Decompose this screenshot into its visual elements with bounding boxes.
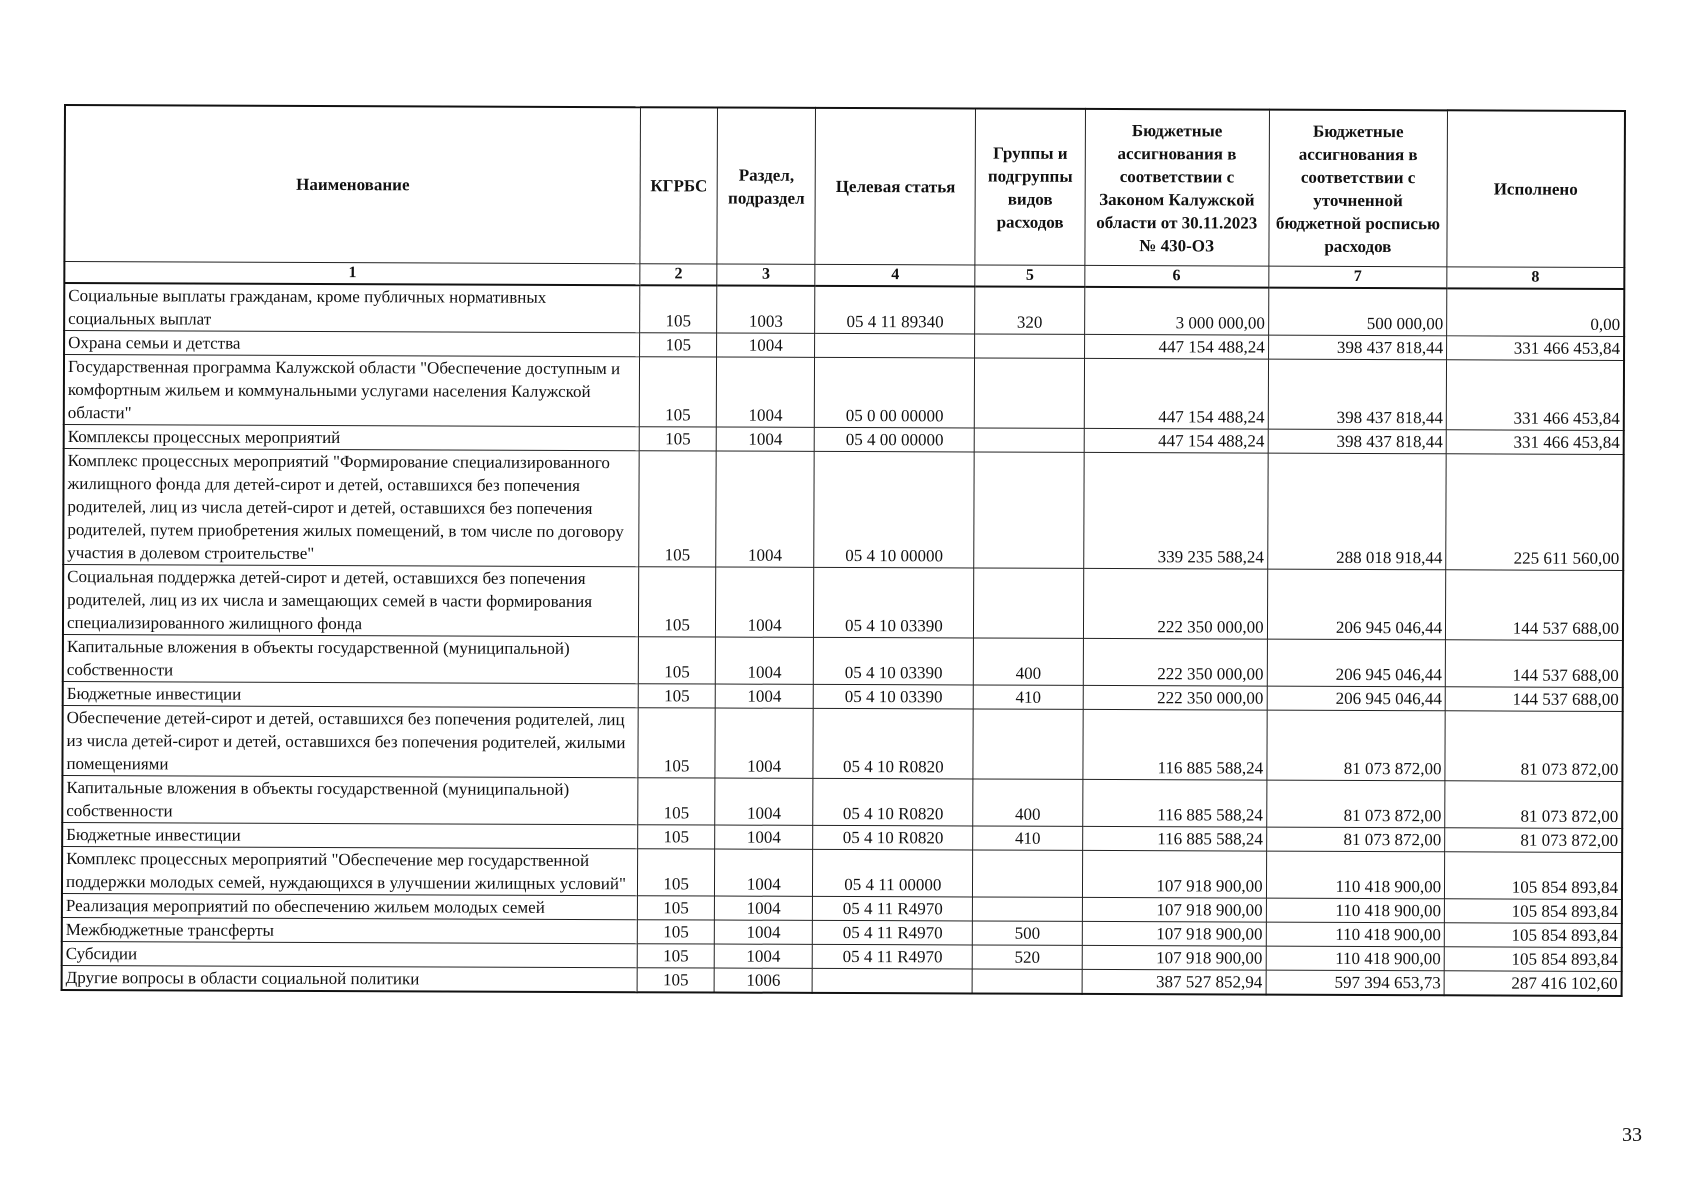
- row-law-allocation-cell: 116 885 588,24: [1083, 709, 1267, 780]
- row-executed-cell: 105 854 893,84: [1444, 899, 1621, 924]
- row-target-cell: 05 4 10 R0820: [813, 825, 973, 850]
- row-name-cell: Реализация мероприятий по обеспечению жильем молодых семей: [62, 893, 638, 919]
- row-group-cell: [972, 969, 1082, 994]
- row-executed-cell: 81 073 872,00: [1445, 828, 1622, 853]
- row-group-cell: 500: [973, 921, 1083, 945]
- row-refined-allocation-cell: 110 418 900,00: [1266, 851, 1445, 899]
- document-sheet: [61, 104, 1626, 997]
- row-target-cell: 05 4 11 R4970: [813, 896, 973, 921]
- row-kgrbs-cell: 105: [640, 427, 717, 451]
- row-section-cell: 1004: [715, 567, 814, 637]
- table-row: [64, 355, 1624, 431]
- row-law-allocation-cell: 447 154 488,24: [1084, 428, 1268, 453]
- row-name-cell: Капитальные вложения в объекты государственной (муниципальной) собственности: [63, 634, 639, 683]
- row-refined-allocation-cell: 81 073 872,00: [1266, 827, 1445, 852]
- column-number: 4: [815, 264, 975, 286]
- row-kgrbs-cell: 105: [639, 567, 716, 637]
- row-law-allocation-cell: 222 350 000,00: [1083, 638, 1267, 686]
- row-law-allocation-cell: 387 527 852,94: [1082, 969, 1266, 994]
- table-row: [62, 775, 1622, 828]
- row-kgrbs-cell: 105: [638, 825, 715, 849]
- row-executed-cell: 144 537 688,00: [1445, 640, 1623, 688]
- row-kgrbs-cell: 105: [638, 920, 715, 944]
- row-section-cell: 1004: [714, 944, 813, 968]
- row-kgrbs-cell: 105: [638, 896, 715, 920]
- row-kgrbs-cell: 105: [639, 684, 716, 708]
- row-executed-cell: 287 416 102,60: [1444, 971, 1621, 996]
- row-executed-cell: 81 073 872,00: [1445, 711, 1623, 782]
- budget-table: [61, 104, 1626, 997]
- row-kgrbs-cell: 105: [638, 849, 715, 896]
- header-groups: Группы и подгруппы видов расходов: [975, 109, 1085, 266]
- row-refined-allocation-cell: 81 073 872,00: [1266, 780, 1445, 828]
- row-kgrbs-cell: 105: [640, 333, 717, 357]
- row-target-cell: 05 4 10 03390: [814, 637, 974, 685]
- row-group-cell: [973, 850, 1083, 897]
- table-row: [63, 449, 1623, 571]
- row-name-cell: Субсидии: [62, 941, 638, 967]
- row-section-cell: 1006: [714, 968, 813, 993]
- row-group-cell: [974, 568, 1084, 638]
- row-target-cell: [813, 968, 973, 993]
- row-target-cell: 05 4 10 R0820: [813, 708, 973, 779]
- row-target-cell: [815, 333, 975, 358]
- row-target-cell: 05 4 11 89340: [815, 286, 975, 334]
- row-executed-cell: 0,00: [1447, 288, 1625, 336]
- header-section: Раздел, подраздел: [717, 108, 816, 265]
- column-number: 8: [1447, 267, 1624, 289]
- table-row: [62, 846, 1622, 899]
- row-name-cell: Обеспечение детей-сирот и детей, оставшихся без попечения родителей, лиц из числа детей-сирот и детей, оставшихся без попечения родителей, жилыми помещениями: [62, 705, 638, 777]
- row-group-cell: [975, 358, 1085, 428]
- row-refined-allocation-cell: 206 945 046,44: [1267, 686, 1446, 711]
- row-name-cell: Бюджетные инвестиции: [62, 822, 638, 848]
- row-name-cell: Охрана семьи и детства: [64, 331, 640, 357]
- row-law-allocation-cell: 447 154 488,24: [1084, 358, 1268, 429]
- row-section-cell: 1004: [716, 451, 815, 567]
- table-row: [63, 634, 1623, 687]
- row-target-cell: 05 4 10 R0820: [813, 778, 973, 826]
- row-kgrbs-cell: 105: [640, 285, 717, 333]
- row-section-cell: 1004: [714, 896, 813, 920]
- row-group-cell: 410: [973, 826, 1083, 850]
- table-body: [62, 283, 1625, 996]
- column-number: 1: [64, 262, 640, 286]
- row-section-cell: 1004: [714, 920, 813, 944]
- row-name-cell: Социальная поддержка детей-сирот и детей, оставшихся без попечения родителей, лиц из их числа и замещающих семей в части формирования специализированного жилищного фонда: [63, 565, 639, 637]
- row-law-allocation-cell: 447 154 488,24: [1084, 334, 1268, 359]
- row-group-cell: 400: [973, 779, 1083, 826]
- row-group-cell: 400: [974, 638, 1084, 685]
- header-name: Наименование: [64, 105, 640, 264]
- row-name-cell: Социальные выплаты гражданам, кроме публичных нормативных социальных выплат: [64, 283, 640, 333]
- row-executed-cell: 105 854 893,84: [1444, 947, 1621, 972]
- column-number: 2: [640, 264, 717, 286]
- row-law-allocation-cell: 222 350 000,00: [1083, 685, 1267, 710]
- row-executed-cell: 331 466 453,84: [1446, 430, 1623, 455]
- row-group-cell: 520: [972, 945, 1082, 969]
- row-section-cell: 1004: [716, 427, 815, 451]
- row-executed-cell: 105 854 893,84: [1445, 852, 1623, 900]
- row-executed-cell: 144 537 688,00: [1446, 570, 1624, 641]
- header-executed: Исполнено: [1447, 110, 1625, 267]
- row-section-cell: 1004: [715, 778, 814, 825]
- row-law-allocation-cell: 116 885 588,24: [1082, 826, 1266, 851]
- row-refined-allocation-cell: 398 437 818,44: [1268, 335, 1447, 360]
- row-executed-cell: 81 073 872,00: [1445, 781, 1623, 829]
- row-section-cell: 1004: [715, 637, 814, 684]
- row-name-cell: Комплексы процессных мероприятий: [64, 425, 640, 451]
- row-target-cell: 05 4 11 00000: [813, 849, 973, 897]
- row-refined-allocation-cell: 288 018 918,44: [1267, 453, 1446, 570]
- header-target: Целевая статья: [815, 108, 975, 265]
- row-section-cell: 1004: [716, 357, 815, 427]
- row-law-allocation-cell: 107 918 900,00: [1082, 945, 1266, 970]
- row-kgrbs-cell: 105: [638, 708, 715, 778]
- row-group-cell: 320: [975, 286, 1085, 334]
- row-name-cell: Другие вопросы в области социальной политики: [62, 965, 638, 992]
- row-target-cell: 05 4 11 R4970: [813, 944, 973, 969]
- page-number: 33: [1622, 1124, 1642, 1146]
- row-kgrbs-cell: 105: [638, 778, 715, 825]
- row-name-cell: Капитальные вложения в объекты государственной (муниципальной) собственности: [62, 775, 638, 824]
- row-law-allocation-cell: 107 918 900,00: [1082, 897, 1266, 922]
- row-target-cell: 05 4 10 00000: [814, 451, 974, 568]
- header-refined-allocations: Бюджетные ассигнования в соответствии с уточненной бюджетной росписью расходов: [1269, 110, 1448, 267]
- row-group-cell: 410: [973, 685, 1083, 709]
- row-target-cell: 05 0 00 00000: [815, 357, 975, 428]
- row-name-cell: Бюджетные инвестиции: [63, 681, 639, 707]
- row-target-cell: 05 4 00 00000: [815, 427, 975, 452]
- row-kgrbs-cell: 105: [637, 968, 714, 993]
- row-refined-allocation-cell: 81 073 872,00: [1267, 710, 1446, 781]
- row-section-cell: 1004: [716, 333, 815, 357]
- row-target-cell: 05 4 10 03390: [814, 567, 974, 638]
- row-section-cell: 1004: [715, 708, 814, 778]
- table-row: [63, 565, 1623, 641]
- row-executed-cell: 144 537 688,00: [1445, 687, 1622, 712]
- row-refined-allocation-cell: 110 418 900,00: [1266, 922, 1445, 947]
- row-name-cell: Межбюджетные трансферты: [62, 917, 638, 943]
- row-kgrbs-cell: 105: [640, 357, 717, 427]
- row-name-cell: Комплекс процессных мероприятий "Формирование специализированного жилищного фонда для детей-сирот и детей, оставшихся без попечения родителей, лиц из числа детей-сирот и детей, оставшихся без попечения родителей, путем приобретения жилых помещений, в том числе по договору участия в долевом строительстве": [63, 449, 639, 567]
- row-group-cell: [973, 897, 1083, 921]
- table-row: [62, 705, 1622, 781]
- row-refined-allocation-cell: 500 000,00: [1268, 288, 1447, 336]
- row-executed-cell: 331 466 453,84: [1446, 360, 1624, 431]
- row-name-cell: Государственная программа Калужской области "Обеспечение доступным и комфортным жильем и коммунальными услугами населения Калужской области": [64, 355, 640, 427]
- row-target-cell: 05 4 10 03390: [814, 684, 974, 709]
- row-refined-allocation-cell: 597 394 653,73: [1266, 970, 1445, 995]
- row-target-cell: 05 4 11 R4970: [813, 920, 973, 945]
- row-law-allocation-cell: 116 885 588,24: [1082, 779, 1266, 827]
- column-number: 6: [1085, 265, 1269, 287]
- row-group-cell: [974, 428, 1084, 452]
- row-group-cell: [973, 709, 1083, 779]
- row-law-allocation-cell: 3 000 000,00: [1084, 287, 1268, 335]
- row-executed-cell: 225 611 560,00: [1446, 454, 1624, 571]
- header-law-allocations: Бюджетные ассигнования в соответствии с Законом Калужской области от 30.11.2023 № 430-ОЗ: [1085, 109, 1270, 266]
- row-refined-allocation-cell: 110 418 900,00: [1266, 898, 1445, 923]
- row-group-cell: [975, 334, 1085, 358]
- column-number: 5: [975, 265, 1085, 287]
- row-section-cell: 1004: [715, 684, 814, 708]
- header-kgrbs: КГРБС: [640, 107, 717, 264]
- row-law-allocation-cell: 339 235 588,24: [1083, 452, 1267, 569]
- column-number: 3: [717, 264, 816, 286]
- row-kgrbs-cell: 105: [638, 944, 715, 968]
- row-section-cell: 1004: [714, 849, 813, 896]
- row-executed-cell: 105 854 893,84: [1444, 923, 1621, 948]
- row-name-cell: Комплекс процессных мероприятий "Обеспечение мер государственной поддержки молодых семей, нуждающихся в улучшении жилищных условий": [62, 846, 638, 895]
- table-row: [64, 283, 1624, 336]
- column-number: 7: [1268, 266, 1447, 288]
- row-refined-allocation-cell: 206 945 046,44: [1267, 569, 1446, 640]
- row-refined-allocation-cell: 398 437 818,44: [1268, 359, 1447, 430]
- row-executed-cell: 331 466 453,84: [1447, 336, 1624, 361]
- row-kgrbs-cell: 105: [639, 451, 716, 567]
- row-section-cell: 1004: [715, 825, 814, 849]
- row-law-allocation-cell: 107 918 900,00: [1082, 850, 1266, 898]
- row-refined-allocation-cell: 206 945 046,44: [1267, 639, 1446, 687]
- row-section-cell: 1003: [717, 286, 816, 334]
- row-law-allocation-cell: 107 918 900,00: [1082, 921, 1266, 946]
- row-kgrbs-cell: 105: [639, 637, 716, 684]
- table-header: [64, 105, 1625, 289]
- row-refined-allocation-cell: 110 418 900,00: [1266, 946, 1445, 971]
- row-group-cell: [974, 452, 1084, 568]
- row-law-allocation-cell: 222 350 000,00: [1083, 568, 1267, 639]
- row-refined-allocation-cell: 398 437 818,44: [1268, 429, 1447, 454]
